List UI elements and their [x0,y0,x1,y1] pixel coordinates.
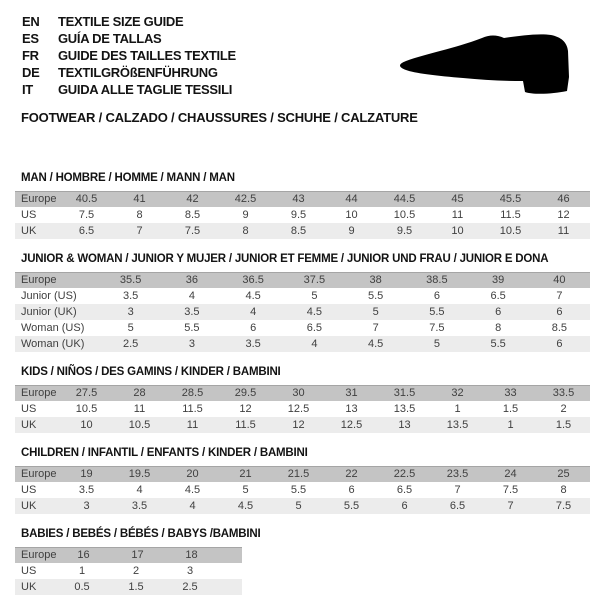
size-value: 11.5 [235,419,256,431]
size-value: 8 [560,484,567,496]
size-value: 0.5 [74,581,90,593]
size-value: 6 [495,306,502,318]
size-value: 5.5 [490,338,506,350]
size-value: 4.5 [245,290,261,302]
size-value: 2 [132,565,140,577]
size-value: 5 [295,500,302,512]
size-value: 45 [451,193,464,205]
size-value: 5.5 [429,306,445,318]
size-value: 3 [83,500,90,512]
size-value: 1 [454,403,461,415]
table-row [15,498,590,514]
size-table [15,385,590,433]
language-title: TEXTILGRÖßENFÜHRUNG [58,65,218,80]
size-value: 7 [372,322,379,334]
size-table [15,547,242,595]
language-list [22,13,236,98]
size-value: 5.5 [367,290,384,302]
size-value: 20 [186,468,199,480]
size-value: 42.5 [234,193,257,205]
row-label: UK [21,419,37,431]
size-table-section-kids [15,365,590,433]
language-title: GUIDA ALLE TAGLIE TESSILI [58,82,233,97]
size-value: 33.5 [552,387,575,399]
size-value: 13 [398,419,411,431]
table-header-row [15,385,590,401]
size-value: 4.5 [367,338,384,350]
size-value: 8.5 [551,322,568,334]
size-value: 13 [345,403,358,415]
row-label: Junior (US) [21,290,77,302]
size-value: 12 [292,419,305,431]
size-value: 36.5 [242,274,264,286]
size-value: 6 [433,290,440,302]
language-row [22,64,236,81]
size-value: 9.5 [290,209,307,221]
size-value: 4.5 [306,306,323,318]
size-value: 38.5 [426,274,448,286]
size-value: 11 [186,419,199,431]
language-row [22,30,236,47]
size-value: 1 [507,419,514,431]
table-header-row [15,466,590,482]
language-code: FR [22,48,39,63]
size-value: 6.5 [78,225,95,237]
size-value: 17 [131,549,144,561]
size-value: 46 [557,193,570,205]
table-row [15,563,242,579]
size-value: 2.5 [182,581,198,593]
size-value: 16 [77,549,90,561]
row-label: UK [21,581,37,593]
row-label: US [21,484,37,496]
size-value: 35.5 [119,274,142,286]
size-value: 24 [504,468,517,480]
size-value: 1.5 [555,419,572,431]
size-value: 7 [507,500,514,512]
size-value: 11 [557,225,570,237]
size-value: 5 [311,290,318,302]
size-value: 4.5 [237,500,254,512]
row-label: UK [21,225,37,237]
size-value: 40.5 [75,193,98,205]
row-label: Junior (UK) [21,306,77,318]
size-table-section-man [15,171,590,239]
size-value: 10.5 [393,209,416,221]
size-value: 3.5 [122,290,139,302]
table-row [15,288,590,304]
size-value: 3.5 [184,306,200,318]
size-value: 4 [188,290,195,302]
size-value: 7 [136,225,143,237]
size-value: 12 [557,209,570,221]
size-value: 6.5 [306,322,323,334]
size-table [15,272,590,352]
size-value: 7.5 [502,484,519,496]
size-value: 7.5 [429,322,445,334]
size-value: 5 [127,322,134,334]
row-spacer [217,563,242,579]
size-value: 6.5 [449,500,466,512]
language-code: DE [22,65,40,80]
size-value: 25 [557,468,570,480]
language-row [22,47,236,64]
size-value: 8.5 [184,209,201,221]
size-value: 31 [345,387,358,399]
size-value: 7 [454,484,461,496]
size-value: 6 [348,484,355,496]
size-value: 43 [292,193,305,205]
size-value: 10.5 [499,225,522,237]
size-value: 37.5 [303,274,326,286]
section-title: MAN / HOMBRE / HOMME / MANN / MAN [21,172,235,184]
row-label: Europe [21,274,57,286]
size-value: 6.5 [396,484,413,496]
language-title: TEXTILE SIZE GUIDE [58,14,184,29]
row-label: UK [21,500,37,512]
table-row [15,579,242,595]
size-value: 4 [311,338,318,350]
table-header-row [15,191,590,207]
size-value: 45.5 [499,193,522,205]
language-title: GUIDE DES TAILLES TEXTILE [58,48,236,63]
row-label: Europe [21,193,57,205]
size-value: 8 [495,322,502,334]
size-value: 12 [239,403,252,415]
section-title: BABIES / BEBÉS / BÉBÉS / BABYS /BAMBINI [21,528,261,540]
size-table-section-babies [15,527,590,595]
size-value: 10 [80,419,93,431]
row-label: Europe [21,468,57,480]
size-value: 11.5 [182,403,203,415]
size-value: 5 [242,484,249,496]
size-value: 6 [556,306,563,318]
size-value: 27.5 [75,387,98,399]
size-value: 13.5 [393,403,416,415]
size-value: 11 [133,403,146,415]
size-value: 3 [127,306,134,318]
row-label: US [21,209,37,221]
size-value: 19.5 [128,468,151,480]
size-value: 1 [78,565,86,577]
section-title: JUNIOR & WOMAN / JUNIOR Y MUJER / JUNIOR ET FEMME / JUNIOR UND FRAU / JUNIOR E DONA [21,253,549,265]
size-value: 40 [553,274,566,286]
size-value: 4 [189,500,196,512]
section-title: CHILDREN / INFANTIL / ENFANTS / KINDER / BAMBINI [21,447,308,459]
size-value: 22 [345,468,358,480]
table-row [15,417,590,433]
size-table [15,466,590,514]
dress-shoe-icon [398,33,573,95]
size-value: 30 [292,387,305,399]
table-row [15,401,590,417]
language-code: EN [22,14,40,29]
row-label: Europe [21,549,57,561]
size-value: 2 [560,403,567,415]
row-spacer [217,579,242,595]
language-row [22,13,236,30]
size-value: 44 [345,193,358,205]
size-value: 4.5 [184,484,201,496]
size-value: 22.5 [393,468,416,480]
size-value: 33 [504,387,517,399]
size-value: 11 [451,209,464,221]
size-value: 29.5 [234,387,257,399]
size-value: 21 [239,468,252,480]
table-header-row [15,547,242,563]
size-value: 10 [451,225,464,237]
size-value: 10.5 [75,403,98,415]
size-value: 41 [133,193,146,205]
size-value: 6.5 [490,290,506,302]
size-value: 10 [345,209,358,221]
size-value: 5.5 [184,322,200,334]
size-value: 7.5 [78,209,95,221]
size-value: 1.5 [128,581,144,593]
size-value: 13.5 [446,419,469,431]
table-row [15,223,590,239]
row-spacer [218,547,242,563]
size-value: 3 [186,565,194,577]
size-value: 5.5 [343,500,360,512]
size-table-section-children [15,446,590,514]
size-value: 21.5 [287,468,310,480]
row-label: US [21,565,37,577]
size-value: 28 [133,387,146,399]
size-value: 8 [242,225,249,237]
table-header-row [15,272,590,288]
size-tables [15,171,590,600]
size-value: 44.5 [393,193,416,205]
size-value: 9 [348,225,355,237]
size-value: 19 [80,468,93,480]
size-value: 4 [250,306,257,318]
table-row [15,304,590,320]
row-label: Woman (US) [21,322,85,334]
size-table [15,191,590,239]
row-label: US [21,403,37,415]
size-value: 2.5 [122,338,139,350]
size-value: 9.5 [396,225,413,237]
size-value: 36 [185,274,198,286]
size-value: 31.5 [393,387,416,399]
size-value: 3.5 [245,338,261,350]
table-row [15,336,590,352]
section-title: KIDS / NIÑOS / DES GAMINS / KINDER / BAMBINI [21,366,281,378]
size-value: 6 [250,322,257,334]
size-value: 1.5 [502,403,519,415]
size-value: 3.5 [78,484,95,496]
size-value: 6 [556,338,563,350]
size-value: 42 [186,193,199,205]
size-value: 12.5 [340,419,363,431]
size-value: 39 [492,274,505,286]
size-value: 8 [136,209,143,221]
language-code: ES [22,31,39,46]
size-value: 5 [372,306,379,318]
table-row [15,320,590,336]
language-title: GUÍA DE TALLAS [58,31,162,46]
row-label: Europe [21,387,57,399]
row-label: Woman (UK) [21,338,85,350]
size-value: 11.5 [500,209,521,221]
size-value: 10.5 [128,419,151,431]
size-value: 8.5 [290,225,307,237]
category-heading: FOOTWEAR / CALZADO / CHAUSSURES / SCHUHE / CALZATURE [21,110,418,125]
table-row [15,482,590,498]
size-value: 32 [451,387,464,399]
size-value: 18 [185,549,198,561]
size-value: 5 [433,338,440,350]
size-value: 3.5 [131,500,148,512]
size-value: 7.5 [555,500,572,512]
size-table-section-junior-woman [15,252,590,352]
size-value: 28.5 [181,387,204,399]
size-value: 23.5 [446,468,469,480]
size-value: 7 [556,290,563,302]
language-row [22,81,236,98]
size-value: 38 [369,274,382,286]
size-value: 3 [188,338,195,350]
size-value: 12.5 [287,403,310,415]
size-value: 4 [136,484,143,496]
size-value: 7.5 [184,225,201,237]
size-value: 6 [401,500,408,512]
size-value: 9 [242,209,249,221]
size-value: 5.5 [290,484,307,496]
language-code: IT [22,82,33,97]
table-row [15,207,590,223]
